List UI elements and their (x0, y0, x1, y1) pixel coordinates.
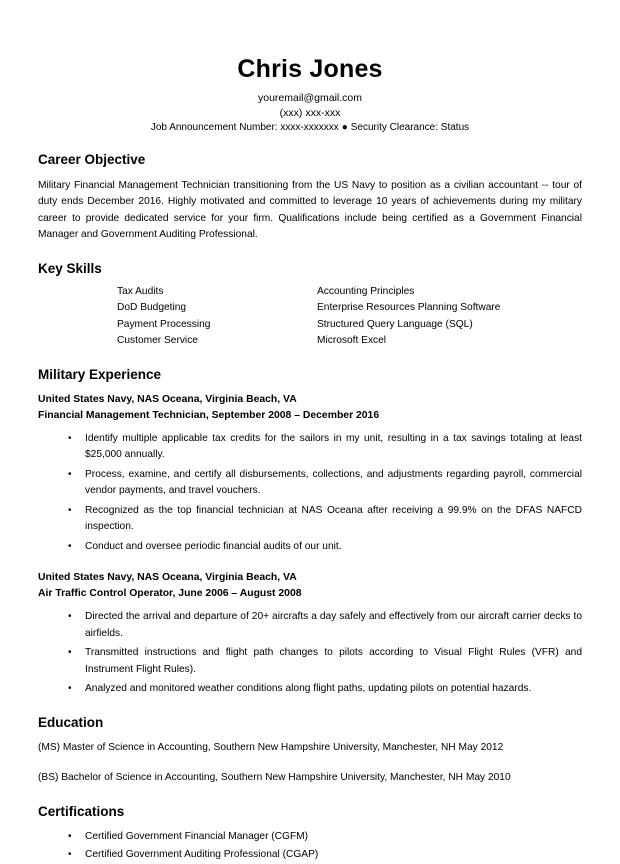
experience-bullet (38, 431, 582, 464)
bullet-icon: • (68, 432, 72, 444)
skill-item: Accounting Principles (317, 285, 415, 297)
bullet-icon: • (68, 683, 72, 695)
bullet-icon: • (68, 468, 72, 480)
skill-item: Customer Service (117, 335, 198, 347)
section-certifications (38, 804, 582, 864)
contact-email: youremail@gmail.com (257, 91, 363, 104)
skills-column-right (317, 284, 517, 350)
section-education (38, 715, 582, 787)
experience-bullet-list (38, 609, 582, 698)
experience-organization: United States Navy, NAS Oceana, Virginia Beach, VA (38, 394, 297, 406)
security-clearance: Security Clearance: Status (350, 121, 470, 133)
education-entry: (MS) Master of Science in Accounting, Southern New Hampshire University, Manchester, NH May 2012 (38, 741, 504, 753)
contact-announcement-clearance (38, 121, 582, 136)
candidate-name: Chris Jones (237, 55, 383, 83)
section-career-objective (38, 152, 582, 243)
experience-bullet-text: Recognized as the top financial technician at NAS Oceana after receiving a 99.9% on the DFAS NAFCD inspection. (85, 504, 582, 533)
experience-role: Financial Management Technician, September 2008 – December 2016 (38, 409, 380, 421)
experience-bullet-text: Transmitted instructions and flight path changes to pilots according to Visual Flight Rules (VFR) and Instrument Flight Rules). (85, 647, 582, 675)
bullet-icon: • (68, 830, 72, 842)
experience-entry (38, 570, 582, 697)
section-title-key-skills: Key Skills (38, 260, 102, 276)
experience-bullet-text: Identify multiple applicable tax credits for the sailors in my unit, resulting in a tax savings totaling at least $25,000 annually. (85, 432, 582, 461)
resume-header (38, 56, 582, 135)
skill-item: Tax Audits (117, 285, 164, 297)
experience-bullet (38, 539, 582, 556)
bullet-icon: • (68, 540, 72, 552)
experience-bullet (38, 609, 582, 642)
section-key-skills (38, 261, 582, 350)
skill-item: Microsoft Excel (317, 335, 387, 347)
certification-item (38, 829, 582, 846)
experience-bullet-text: Process, examine, and certify all disbursements, collections, and adjustments regarding payroll, commercial vendor payments, and travel vouchers. (85, 468, 582, 497)
experience-bullet-text: Analyzed and monitored weather conditions along flight paths, updating pilots on potential hazards. (85, 683, 532, 695)
bullet-icon: • (68, 849, 72, 861)
bullet-separator-icon: ● (341, 121, 348, 133)
education-entry: (BS) Bachelor of Science in Accounting, Southern New Hampshire University, Manchester, NH May 2010 (38, 772, 511, 784)
experience-bullet (38, 467, 582, 500)
experience-bullet-list (38, 431, 582, 556)
job-announcement-number: Job Announcement Number: xxxx-xxxxxxx (150, 121, 339, 133)
certification-item (38, 847, 582, 864)
section-title-certifications: Certifications (38, 803, 125, 819)
certification-text: Certified Government Financial Manager (CGFM) (85, 830, 309, 842)
experience-role: Air Traffic Control Operator, June 2006 – August 2008 (38, 588, 302, 600)
skill-item: Enterprise Resources Planning Software (317, 302, 501, 314)
bullet-icon: • (68, 610, 72, 622)
bullet-icon: • (68, 504, 72, 516)
section-title-military-experience: Military Experience (38, 366, 162, 382)
contact-phone: (xxx) xxx-xxx (279, 106, 341, 119)
experience-bullet-text: Directed the arrival and departure of 20+ aircrafts a day safely and effectively from our aircraft carrier decks to airfields. (85, 610, 582, 639)
experience-bullet-text: Conduct and oversee periodic financial audits of our unit. (85, 540, 342, 552)
skills-columns (38, 284, 582, 350)
experience-bullet (38, 645, 582, 678)
experience-entry (38, 392, 582, 555)
skill-item: Structured Query Language (SQL) (317, 318, 473, 330)
career-objective-body: Military Financial Management Technician transitioning from the US Navy to position as a civilian accountant -- tour of duty ends December 2016. Highly motivated and committed to leverage 10 years of achievements during my military career to provide dedicated service for your firm. Qualifications include being certified as a Government Financial Manager and Government Auditing Professional. (38, 179, 582, 241)
certification-text: Certified Government Auditing Professional (CGAP) (85, 849, 319, 861)
experience-bullet (38, 681, 582, 698)
skill-item: Payment Processing (117, 318, 211, 330)
experience-bullet (38, 503, 582, 536)
certifications-list (38, 829, 582, 864)
skill-item: DoD Budgeting (117, 302, 187, 314)
skills-column-left (117, 284, 317, 350)
bullet-icon: • (68, 647, 72, 659)
section-military-experience (38, 367, 582, 698)
experience-organization: United States Navy, NAS Oceana, Virginia Beach, VA (38, 572, 297, 584)
section-title-career-objective: Career Objective (38, 152, 146, 168)
section-title-education: Education (38, 714, 104, 730)
